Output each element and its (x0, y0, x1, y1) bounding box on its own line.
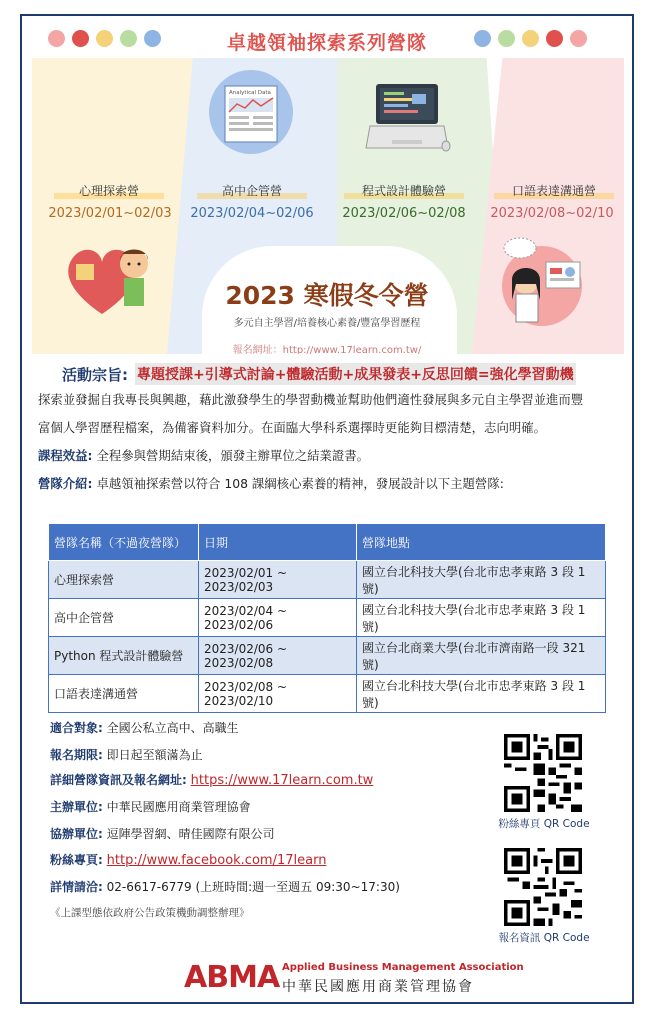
table-cell: Python 程式設計體驗營 (49, 637, 199, 675)
laptop-illustration (362, 78, 454, 158)
purpose-highlight: 專題授課+引導式討論+體驗活動+成果發表+反思回饋=強化學習動機 (135, 363, 576, 385)
camp-name-speech: 口語表達溝通營 (494, 182, 614, 199)
co-host-label: 協辦單位: (50, 827, 103, 841)
info-detail (50, 771, 373, 788)
abma-logo: ABMA (184, 960, 280, 995)
camp-name-programming: 程式設計體驗營 (344, 182, 464, 199)
benefit-label: 課程效益: (38, 448, 93, 463)
host-label: 主辦單位: (50, 800, 103, 814)
signup-qr-label: 報名資訊 QR Code (498, 932, 590, 944)
table-cell: 國立台北科技大學(台北市忠孝東路 3 段 1 號) (357, 561, 606, 599)
host-value: 中華民國應用商業管理協會 (102, 800, 251, 814)
signup-qr-code[interactable] (504, 848, 582, 926)
camp-date-psychology: 2023/02/01~02/03 (48, 206, 172, 221)
flyer-title: 卓越領袖探索系列營隊 (226, 32, 427, 54)
analytics-illustration (207, 68, 295, 156)
fans-label: 粉絲專頁: (50, 853, 103, 867)
table-row (49, 561, 606, 599)
camp-date-business: 2023/02/04~02/06 (190, 206, 314, 221)
info-target (50, 719, 239, 736)
table-cell: 國立台北商業大學(台北市濟南路一段 321 號) (357, 637, 606, 675)
purpose-line-2: 富個人學習歷程檔案，為備審資料加分。在面臨大學科系選擇時更能夠目標清楚，志向明確。 (38, 420, 547, 435)
contact-value: 02-6617-6779 (上班時間:週一至週五 09:30~17:30) (102, 880, 400, 894)
table-row (49, 675, 606, 713)
detail-label: 詳細營隊資訊及報名網址: (50, 773, 187, 787)
info-fans (50, 851, 326, 868)
table-cell: 心理探索營 (49, 561, 199, 599)
contact-label: 詳情請洽: (50, 880, 103, 894)
dot-decor (546, 30, 563, 47)
intro-label: 營隊介紹: (38, 476, 93, 491)
flyer-frame (20, 14, 634, 1004)
purpose-label: 活動宗旨: (62, 366, 128, 384)
camp-name-psychology: 心理探索營 (54, 182, 164, 199)
target-value: 全國公私立高中、高職生 (102, 721, 239, 735)
abma-chinese-name: 中華民國應用商業管理協會 (282, 979, 474, 995)
winter-camp-title: 2023 寒假冬令營 (225, 281, 429, 310)
psychology-illustration (62, 234, 172, 320)
co-host-value: 逗陣學習網、晴佳國際有限公司 (102, 827, 275, 841)
benefit-paragraph (38, 444, 622, 468)
camp-banner (32, 58, 624, 354)
info-contact (50, 878, 400, 895)
speech-illustration (490, 228, 594, 332)
table-cell: 2023/02/08 ~ 2023/02/10 (199, 675, 357, 713)
decor-dots-right (474, 30, 587, 47)
intro-paragraph (38, 472, 622, 496)
dot-decor (474, 30, 491, 47)
dot-decor (570, 30, 587, 47)
camp-date-programming: 2023/02/06~02/08 (342, 206, 466, 221)
dot-decor (522, 30, 539, 47)
table-cell: 口語表達溝通營 (49, 675, 199, 713)
facebook-link[interactable]: http://www.facebook.com/17learn (106, 853, 327, 868)
table-cell: 2023/02/04 ~ 2023/02/06 (199, 599, 357, 637)
table-row (49, 637, 606, 675)
policy-note: 《上課型態依政府公告政策機動調整辦理》 (50, 907, 250, 919)
benefit-text: 全程參與營期結束後，頒發主辦單位之結業證書。 (92, 448, 370, 463)
winter-camp-subtitle: 多元自主學習/培養核心素養/豐富學習歷程 (233, 318, 421, 329)
camp-name-business: 高中企管營 (197, 182, 307, 199)
fans-qr-code[interactable] (504, 734, 582, 812)
table-header: 日期 (199, 524, 357, 561)
table-header-row (49, 524, 606, 561)
table-cell: 國立台北科技大學(台北市忠孝東路 3 段 1 號) (357, 599, 606, 637)
info-period (50, 746, 203, 763)
table-cell: 高中企管營 (49, 599, 199, 637)
dot-decor (498, 30, 515, 47)
info-co-host (50, 825, 275, 842)
camp-date-speech: 2023/02/08~02/10 (490, 206, 614, 221)
table-cell: 2023/02/01 ~ 2023/02/03 (199, 561, 357, 599)
fans-qr-label: 粉絲專頁 QR Code (498, 818, 590, 830)
table-header: 營隊地點 (357, 524, 606, 561)
camp-table (48, 523, 606, 713)
target-label: 適合對象: (50, 721, 103, 735)
period-value: 即日起至額滿為止 (102, 748, 203, 762)
table-row (49, 599, 606, 637)
table-cell: 2023/02/06 ~ 2023/02/08 (199, 637, 357, 675)
purpose-line-1: 探索並發掘自我專長與興趣，藉此激發學生的學習動機並幫助他們適性發展與多元自主學習並進而豐 (38, 392, 584, 407)
info-host (50, 798, 251, 815)
period-label: 報名期限: (50, 748, 103, 762)
signup-link[interactable]: https://www.17learn.com.tw (190, 773, 374, 788)
abma-english-name: Applied Business Management Association (282, 962, 524, 973)
winter-camp-url: 報名網址：http://www.17learn.com.tw/ (232, 345, 422, 354)
table-cell: 國立台北科技大學(台北市忠孝東路 3 段 1 號) (357, 675, 606, 713)
table-header: 營隊名稱（不過夜營隊） (49, 524, 199, 561)
analytical-data-label: Analytical Data (229, 90, 271, 96)
intro-text: 卓越領袖探索營以符合 108 課綱核心素養的精神，發展設計以下主題營隊: (92, 476, 504, 491)
